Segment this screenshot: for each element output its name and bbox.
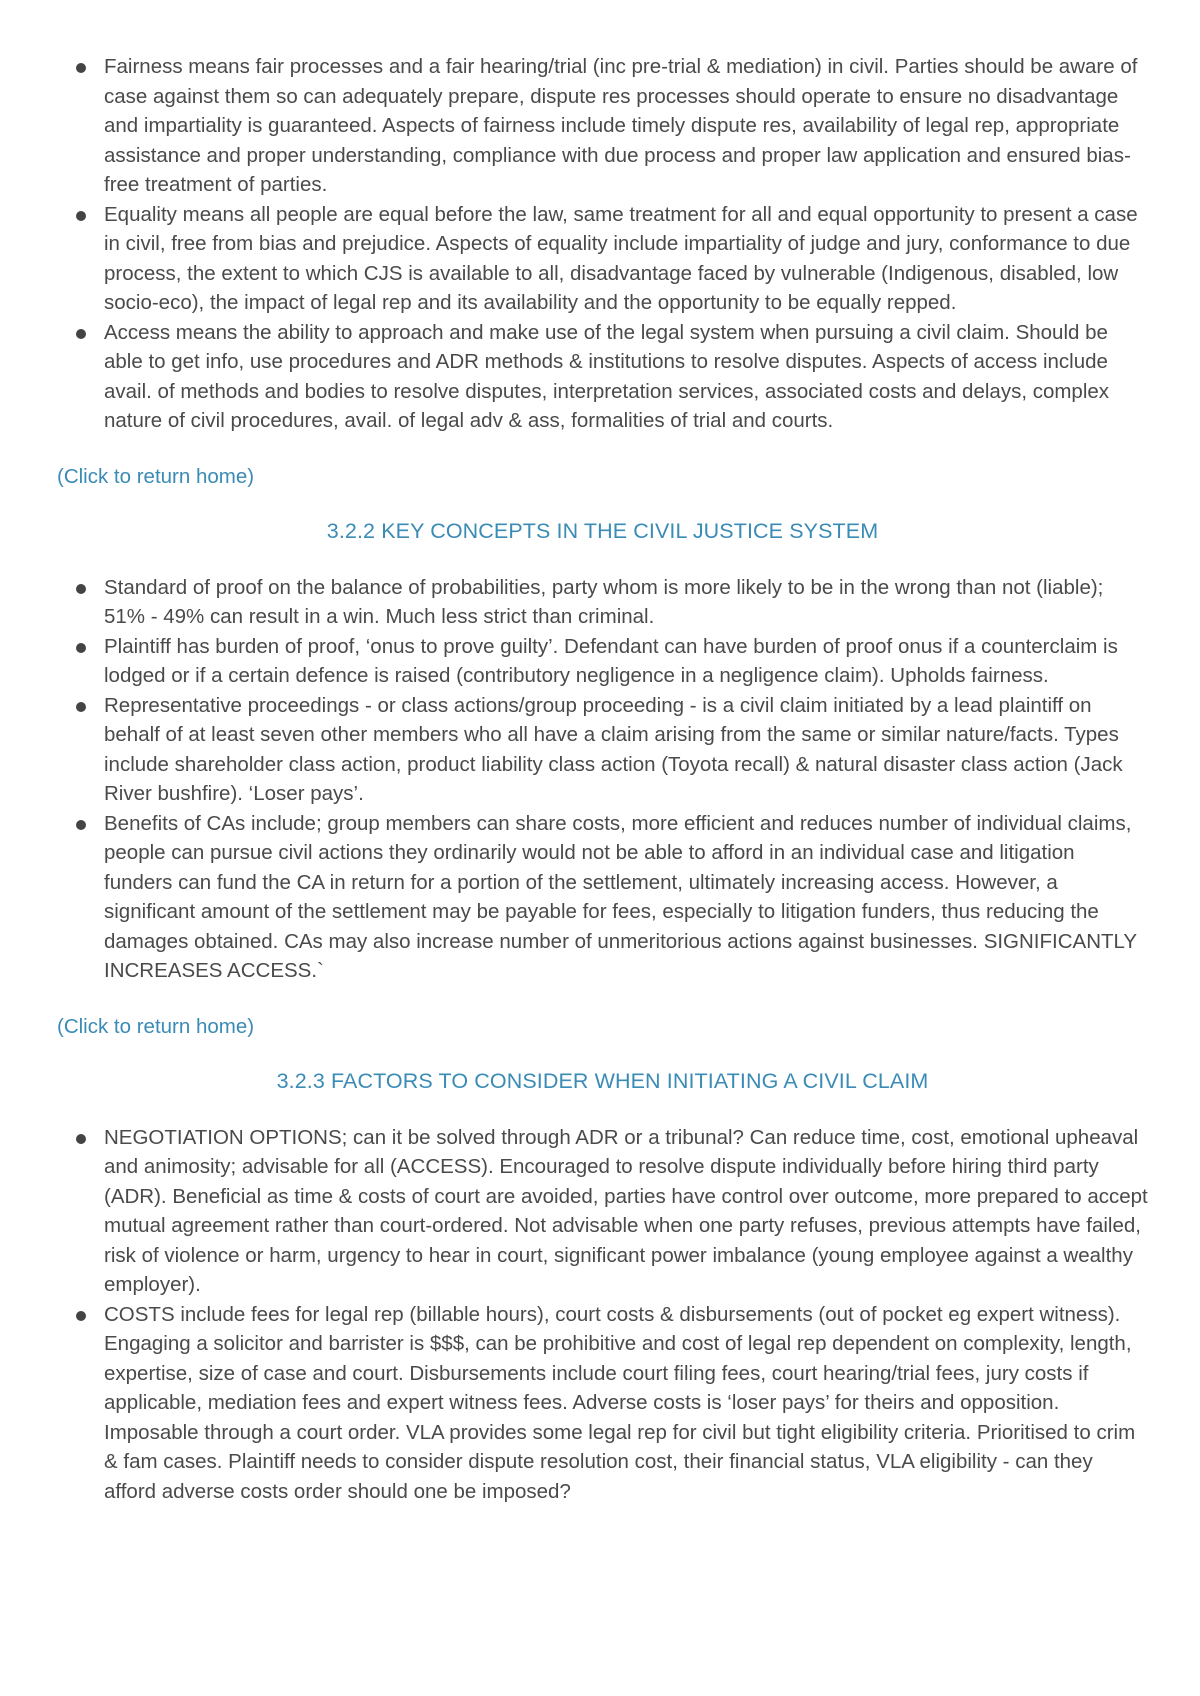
factors-list xyxy=(57,1123,1148,1507)
list-item-access: Access means the ability to approach and make use of the legal system when pursuing a civil claim. Should be able to get info, use procedures and ADR methods & institutions to resolve disputes. Aspects of access include avail. of methods and bodies to resolve disputes, interpretation services, associated costs and delays, complex nature of civil procedures, avail. of legal adv & ass, formalities of trial and courts. xyxy=(57,318,1148,436)
return-home-link[interactable]: (Click to return home) xyxy=(57,1014,255,1038)
return-home-link[interactable]: (Click to return home) xyxy=(57,464,255,488)
list-item-representative-proceedings: Representative proceedings - or class actions/group proceeding - is a civil claim initiated by a lead plaintiff on behalf of at least seven other members who all have a claim arising from the same or similar nature/facts. Types include shareholder class action, product liability class action (Toyota recall) & natural disaster class action (Jack River bushfire). ‘Loser pays’. xyxy=(57,691,1148,809)
list-item-class-action-benefits: Benefits of CAs include; group members can share costs, more efficient and reduces number of individual claims, people can pursue civil actions they ordinarily would not be able to afford in an individual case and litigation funders can fund the CA in return for a portion of the settlement, ultimately increasing access. However, a significant amount of the settlement may be payable for fees, especially to litigation funders, thus reducing the damages obtained. CAs may also increase number of unmeritorious actions against businesses. SIGNIFICANTLY INCREASES ACCESS.` xyxy=(57,809,1148,986)
list-item-standard-of-proof: Standard of proof on the balance of probabilities, party whom is more likely to be in the wrong than not (liable); 51% - 49% can result in a win. Much less strict than criminal. xyxy=(57,573,1148,632)
key-concepts-list xyxy=(57,573,1148,986)
list-item-equality: Equality means all people are equal before the law, same treatment for all and equal opportunity to present a case in civil, free from bias and prejudice. Aspects of equality include impartiality of judge and jury, conformance to due process, the extent to which CJS is available to all, disadvantage faced by vulnerable (Indigenous, disabled, low socio-eco), the impact of legal rep and its availability and the opportunity to be equally repped. xyxy=(57,200,1148,318)
list-item-negotiation-options: NEGOTIATION OPTIONS; can it be solved through ADR or a tribunal? Can reduce time, cost, emotional upheaval and animosity; advisable for all (ACCESS). Encouraged to resolve dispute individually before hiring third party (ADR). Beneficial as time & costs of court are avoided, parties have control over outcome, more prepared to accept mutual agreement rather than court-ordered. Not advisable when one party refuses, previous attempts have failed, risk of violence or harm, urgency to hear in court, significant power imbalance (young employee against a wealthy employer). xyxy=(57,1123,1148,1300)
fairness-equality-access-list xyxy=(57,52,1148,436)
list-item-burden-of-proof: Plaintiff has burden of proof, ‘onus to prove guilty’. Defendant can have burden of proof onus if a counterclaim is lodged or if a certain defence is raised (contributory negligence in a negligence claim). Upholds fairness. xyxy=(57,632,1148,691)
section-heading-key-concepts: 3.2.2 KEY CONCEPTS IN THE CIVIL JUSTICE SYSTEM xyxy=(326,518,879,543)
list-item-fairness: Fairness means fair processes and a fair hearing/trial (inc pre-trial & mediation) in civil. Parties should be aware of case against them so can adequately prepare, dispute res processes should operate to ensure no disadvantage and impartiality is guaranteed. Aspects of fairness include timely dispute res, availability of legal rep, appropriate assistance and proper understanding, compliance with due process and proper law application and ensured bias-free treatment of parties. xyxy=(57,52,1148,200)
list-item-costs: COSTS include fees for legal rep (billable hours), court costs & disbursements (out of pocket eg expert witness). Engaging a solicitor and barrister is $$$, can be prohibitive and cost of legal rep dependent on complexity, length, expertise, size of case and court. Disbursements include court filing fees, court hearing/trial fees, jury costs if applicable, mediation fees and expert witness fees. Adverse costs is ‘loser pays’ for theirs and opposition. Imposable through a court order. VLA provides some legal rep for civil but tight eligibility criteria. Prioritised to crim & fam cases. Plaintiff needs to consider dispute resolution cost, their financial status, VLA eligibility - can they afford adverse costs order should one be imposed? xyxy=(57,1300,1148,1507)
section-heading-factors: 3.2.3 FACTORS TO CONSIDER WHEN INITIATING A CIVIL CLAIM xyxy=(276,1068,929,1093)
